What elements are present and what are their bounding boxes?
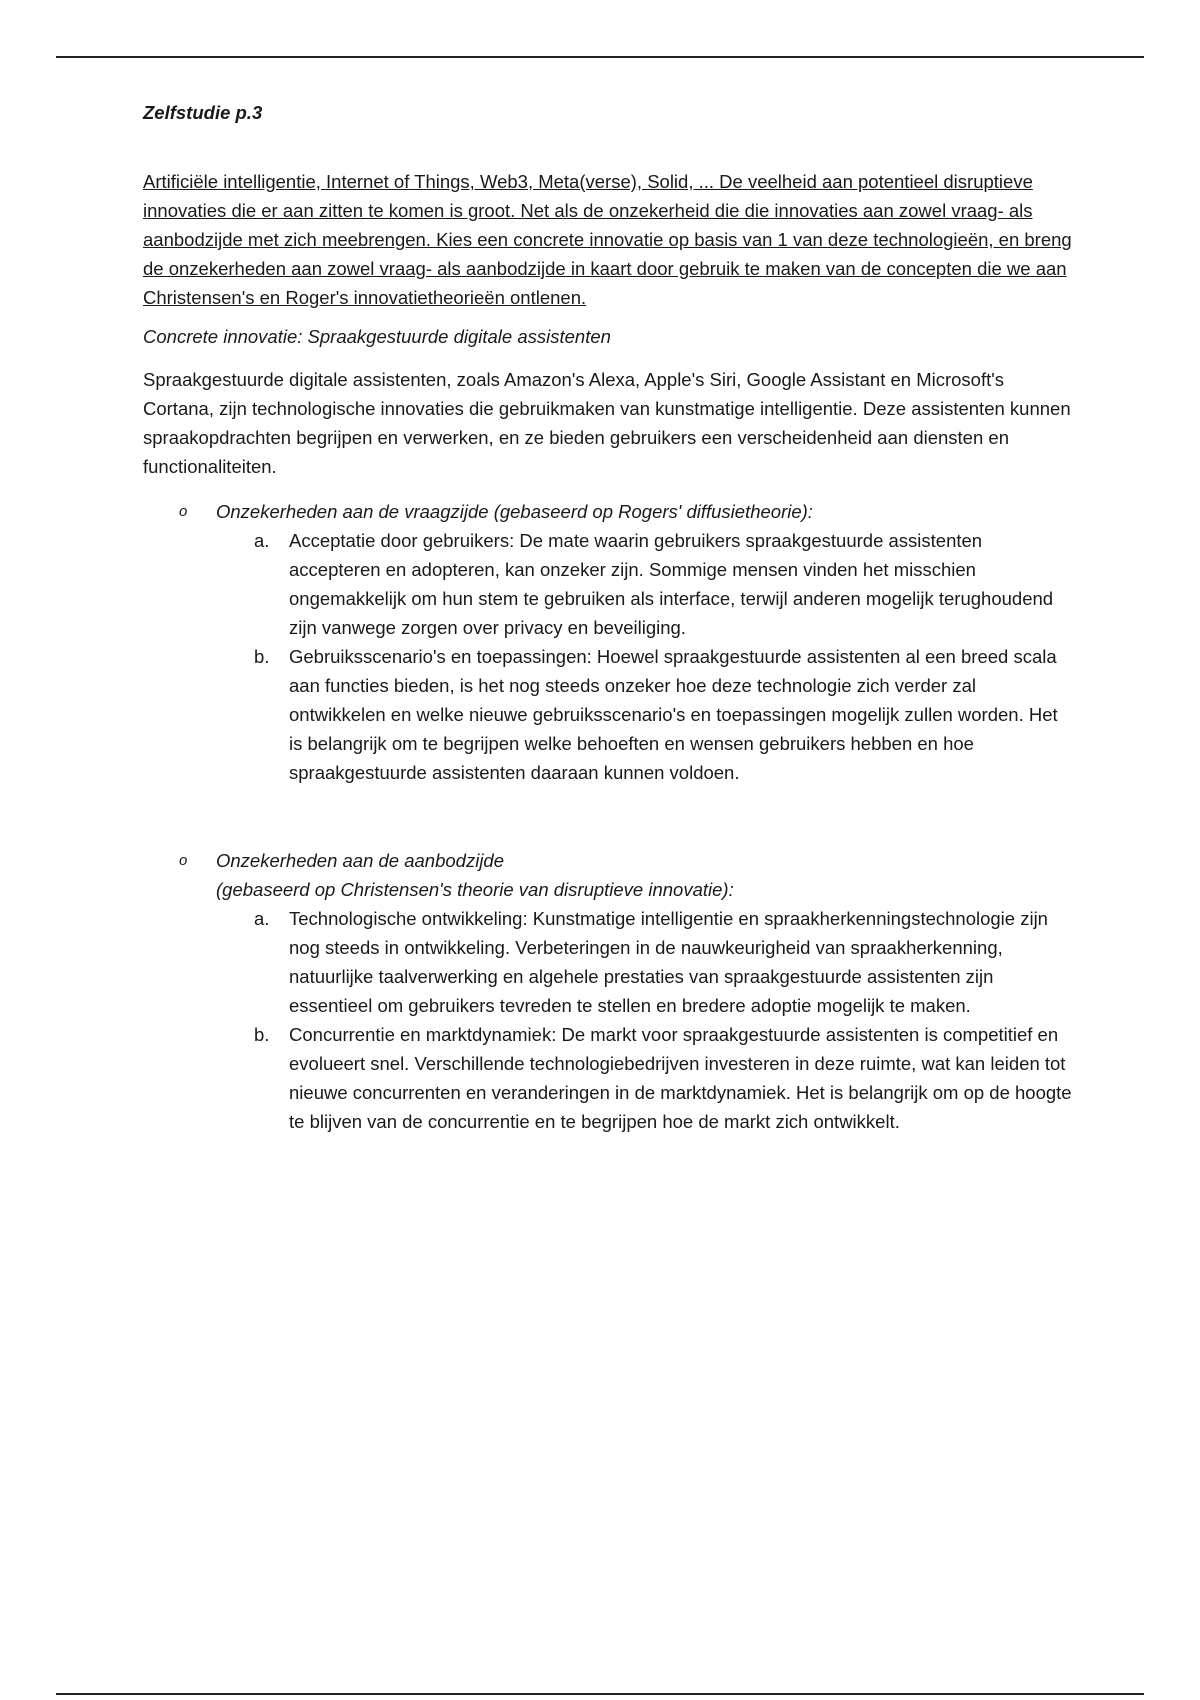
document-page (143, 98, 1073, 1136)
item-marker: b. (254, 1024, 270, 1045)
section-heading-line: (gebaseerd op Christensen's theorie van disruptieve innovatie): (216, 879, 734, 900)
item-marker: a. (254, 530, 270, 551)
assignment-text: Artificiële intelligentie, Internet of Things, Web3, Meta(verse), Solid, ... De veelheid aan potentieel disruptieve innovaties die er aan zitten te komen is groot. Net als de onzekerheid die die innovaties aan zowel vraag- als aanbodzijde met zich meebrengen. Kies een concrete innovatie op basis van 1 van deze technologieën, en breng de onzekerheden aan zowel vraag- als aanbodzijde in kaart door gebruik te maken van de concepten die we aan Christensen's en Roger's innovatietheorieën ontlenen. (143, 171, 1072, 308)
section-heading-line: Onzekerheden aan de vraagzijde (gebaseerd op Rogers' diffusietheorie): (216, 501, 813, 522)
intro-paragraph: Spraakgestuurde digitale assistenten, zoals Amazon's Alexa, Apple's Siri, Google Assistant en Microsoft's Cortana, zijn technologische innovaties die gebruikmaken van kunstmatige intelligentie. Deze assistenten kunnen spraakopdrachten begrijpen en verwerken, en ze bieden gebruikers een verscheidenheid aan diensten en functionaliteiten. (143, 369, 1071, 477)
section-heading (216, 846, 1073, 904)
item-text: Technologische ontwikkeling: Kunstmatige intelligentie en spraakherkenningstechnologie zijn nog steeds in ontwikkeling. Verbeteringen in de nauwkeurigheid van spraakherkenning, natuurlijke taalverwerking en algehele prestaties van spraakgestuurde assistenten zijn essentieel om gebruikers tevreden te stellen en bredere adoptie mogelijk te maken. (289, 908, 1048, 1016)
section-heading-line: Onzekerheden aan de aanbodzijde (216, 850, 505, 871)
section-supply-side (179, 846, 1073, 1136)
section-heading (216, 497, 1073, 526)
document-title: Zelfstudie p.3 (143, 102, 263, 123)
innovation-subheading: Concrete innovatie: Spraakgestuurde digitale assistenten (143, 326, 611, 347)
item-list (254, 904, 1073, 1136)
section-bullet: o (179, 503, 188, 520)
item-marker: b. (254, 646, 270, 667)
item-text: Gebruiksscenario's en toepassingen: Hoewel spraakgestuurde assistenten al een breed scala aan functies bieden, is het nog steeds onzeker hoe deze technologie zich verder zal ontwikkelen en welke nieuwe gebruiksscenario's en toepassingen mogelijk zullen worden. Het is belangrijk om te begrijpen welke behoeften en wensen gebruikers hebben en hoe spraakgestuurde assistenten daaraan kunnen voldoen. (289, 646, 1058, 783)
list-item (254, 904, 1073, 1020)
section-demand-side (179, 497, 1073, 787)
item-list (254, 526, 1073, 787)
list-item (254, 642, 1073, 787)
item-marker: a. (254, 908, 270, 929)
footer-rule (56, 1693, 1144, 1695)
header-rule (56, 56, 1144, 58)
item-text: Acceptatie door gebruikers: De mate waarin gebruikers spraakgestuurde assistenten accepteren en adopteren, kan onzeker zijn. Sommige mensen vinden het misschien ongemakkelijk om hun stem te gebruiken als interface, terwijl anderen mogelijk terughoudend zijn vanwege zorgen over privacy en beveiliging. (289, 530, 1054, 638)
list-item (254, 1020, 1073, 1136)
list-item (254, 526, 1073, 642)
section-bullet: o (179, 852, 188, 869)
item-text: Concurrentie en marktdynamiek: De markt voor spraakgestuurde assistenten is competitief en evolueert snel. Verschillende technologiebedrijven investeren in deze ruimte, wat kan leiden tot nieuwe concurrenten en veranderingen in de marktdynamiek. Het is belangrijk om op de hoogte te blijven van de concurrentie en te begrijpen hoe de markt zich ontwikkelt. (289, 1024, 1072, 1132)
